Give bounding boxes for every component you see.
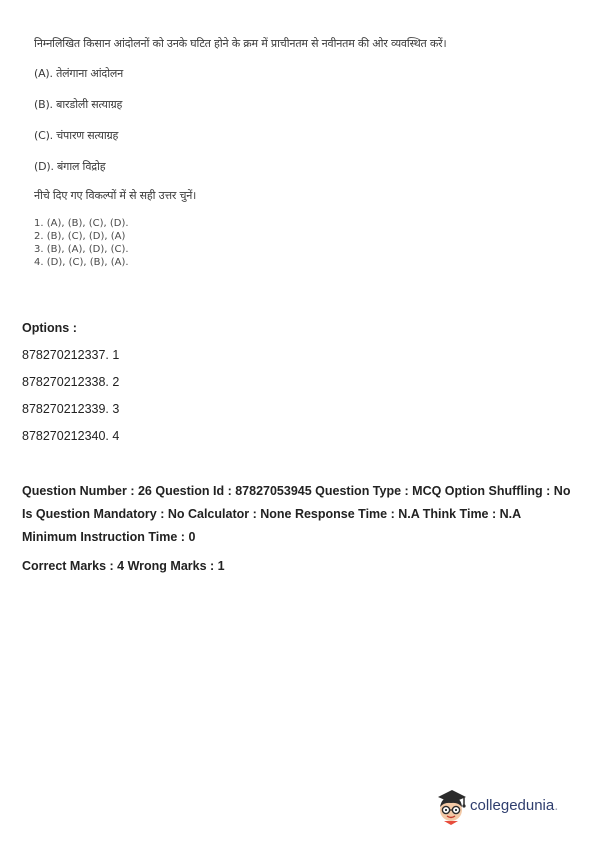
option-id-3: 878270212339. 3	[22, 402, 120, 416]
logo-wordmark-tail: .	[554, 797, 559, 814]
mascot-icon	[432, 783, 472, 827]
question-meta	[22, 484, 582, 582]
meta-line-marks: Correct Marks : 4 Wrong Marks : 1	[22, 559, 225, 573]
choice-3: 3. (B), (A), (D), (C).	[34, 244, 129, 255]
option-id-1: 878270212337. 1	[22, 348, 120, 362]
option-id-4: 878270212340. 4	[22, 429, 120, 443]
logo-wordmark: collegedunia	[470, 797, 555, 814]
question-item-d: (D). बंगाल विद्रोह	[34, 160, 106, 173]
question-block	[34, 36, 574, 269]
options-title: Options :	[22, 321, 77, 335]
choice-4: 4. (D), (C), (B), (A).	[34, 257, 129, 268]
meta-line-instruction-time: Minimum Instruction Time : 0	[22, 530, 196, 544]
option-id-2: 878270212338. 2	[22, 375, 120, 389]
question-stem: निम्नलिखित किसान आंदोलनों को उनके घटित होने के क्रम में प्राचीनतम से नवीनतम की ओर व्यवस्थित करें।	[34, 37, 447, 50]
question-instruction: नीचे दिए गए विकल्पों में से सही उत्तर चुनें।	[34, 189, 197, 202]
question-item-a: (A). तेलंगाना आंदोलन	[34, 67, 124, 80]
question-item-c: (C). चंपारण सत्याग्रह	[34, 129, 119, 142]
options-block	[22, 321, 562, 456]
collegedunia-logo	[432, 783, 582, 827]
choice-2: 2. (B), (C), (D), (A)	[34, 231, 126, 242]
question-item-b: (B). बारडोली सत्याग्रह	[34, 98, 123, 111]
meta-line-question-number: Question Number : 26 Question Id : 87827053945 Question Type : MCQ Option Shuffling : No	[22, 484, 571, 498]
meta-line-mandatory: Is Question Mandatory : No Calculator : None Response Time : N.A Think Time : N.A	[22, 507, 522, 521]
choice-1: 1. (A), (B), (C), (D).	[34, 218, 129, 229]
